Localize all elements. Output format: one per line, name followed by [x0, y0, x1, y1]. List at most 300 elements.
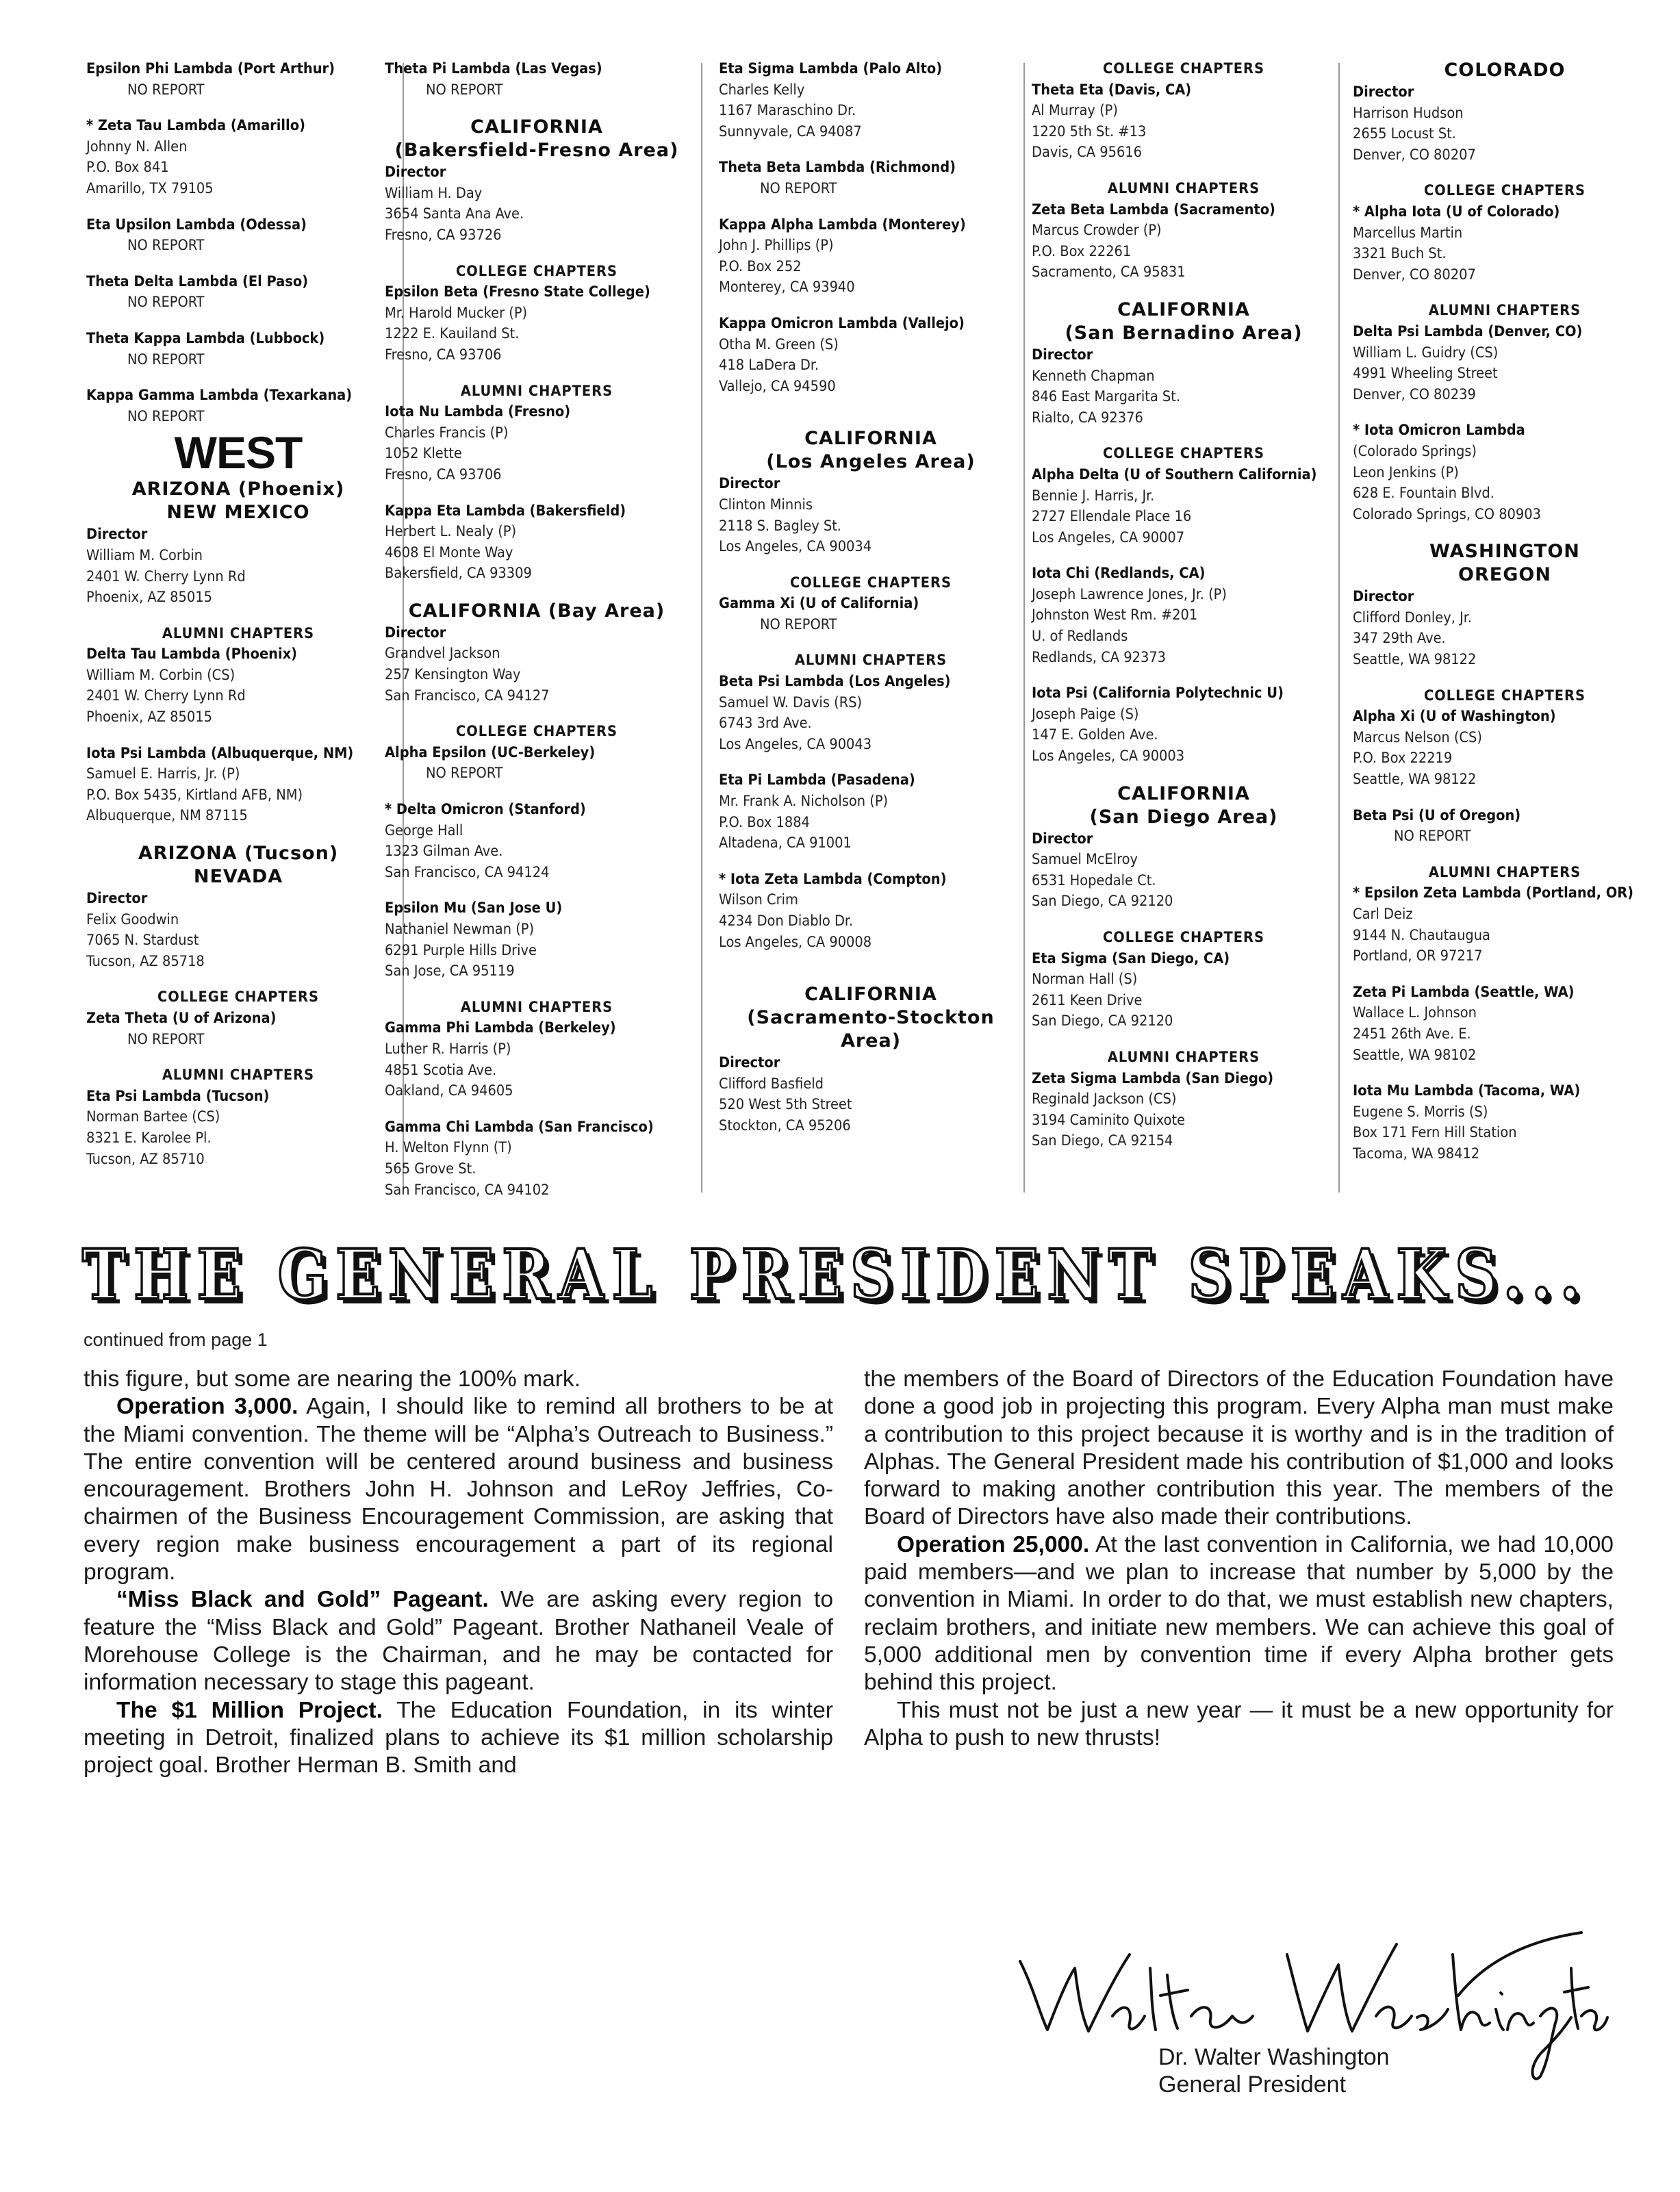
address-line: George Hall: [385, 821, 463, 839]
address-line: Clifford Donley, Jr.: [1353, 609, 1472, 626]
headline-text: THE GENERAL PRESIDENT SPEAKS...: [82, 1234, 1588, 1315]
spacer: [719, 755, 1023, 770]
directory-column-2: [385, 59, 689, 1201]
address-line: Vallejo, CA 94590: [719, 377, 836, 395]
chapter-name: * Epsilon Zeta Lambda (Portland, OR): [1353, 884, 1634, 902]
chapters-subheading: COLLEGE CHAPTERS: [789, 574, 952, 591]
chapter-name: Zeta Pi Lambda (Seattle, WA): [1353, 983, 1575, 1001]
address-line: Tacoma, WA 98412: [1353, 1145, 1480, 1162]
article-left-column: [84, 1366, 833, 1779]
chapters-subheading: COLLEGE CHAPTERS: [1423, 687, 1586, 704]
signature-name: Dr. Walter Washington: [1158, 2044, 1390, 2070]
address-line: 2401 W. Cherry Lynn Rd: [86, 568, 246, 585]
spacer: [719, 635, 1023, 650]
spacer: [385, 101, 689, 116]
column-rule: [1338, 63, 1340, 1193]
address-line: Phoenix, AZ 85015: [86, 589, 212, 607]
chapter-name: Iota Psi (California Polytechnic U): [1032, 685, 1284, 702]
state-heading: CALIFORNIA (Bay Area): [408, 600, 665, 622]
state-heading: CALIFORNIA: [1117, 298, 1250, 320]
address-line: Reginald Jackson (CS): [1032, 1091, 1177, 1108]
address-line: Herbert L. Nealy (P): [385, 523, 517, 541]
chapter-name: Alpha Delta (U of Southern California): [1032, 466, 1317, 483]
spacer: [86, 609, 390, 624]
address-line: 6743 3rd Ave.: [719, 715, 812, 732]
address-line: San Francisco, CA 94127: [385, 687, 550, 704]
signature-title: General President: [1158, 2072, 1347, 2098]
address-line: 2727 Ellendale Place 16: [1032, 508, 1192, 526]
chapter-name: Delta Psi Lambda (Denver, CO): [1353, 322, 1583, 340]
chapters-subheading: ALUMNI CHAPTERS: [1107, 179, 1260, 197]
address-line: H. Welton Flynn (T): [385, 1139, 512, 1157]
state-heading: ARIZONA (Phoenix): [131, 479, 345, 500]
address-line: 418 LaDera Dr.: [719, 357, 819, 374]
spacer: [1032, 1032, 1336, 1047]
chapters-subheading: COLLEGE CHAPTERS: [455, 723, 618, 741]
no-report: NO REPORT: [760, 615, 837, 633]
chapter-name: Director: [86, 890, 148, 908]
state-heading: NEW MEXICO: [166, 502, 310, 524]
spacer: [1032, 429, 1336, 444]
address-line: Fresno, CA 93706: [385, 346, 502, 364]
address-line: 1167 Maraschino Dr.: [719, 102, 856, 120]
address-line: Marcus Crowder (P): [1032, 222, 1162, 240]
spacer: [719, 968, 1023, 983]
paragraph-text: We are asking every region to feature the “Miss Black and Gold” Pageant. Brother Nathaneil Veale of Morehouse College is the Chairman, and he may be contacted for information necessary to stage this pageant.: [84, 1587, 834, 1696]
spacer: [385, 585, 689, 600]
chapter-name: Iota Nu Lambda (Fresno): [385, 403, 571, 421]
address-line: 4851 Scotia Ave.: [385, 1061, 497, 1079]
address-line: William H. Day: [385, 184, 483, 202]
chapter-name: Director: [385, 624, 446, 641]
address-line: Box 171 Fern Hill Station: [1353, 1124, 1517, 1142]
address-line: Stockton, CA 95206: [719, 1117, 851, 1134]
chapters-subheading: COLLEGE CHAPTERS: [1423, 182, 1586, 200]
address-line: 9144 N. Chautaugua: [1353, 926, 1490, 944]
spacer: [1353, 848, 1657, 863]
spacer: [719, 142, 1023, 157]
address-line: 3194 Caminito Quixote: [1032, 1111, 1186, 1129]
chapter-name: Theta Eta (Davis, CA): [1032, 81, 1192, 99]
spacer: [1353, 525, 1657, 540]
chapter-name: Gamma Phi Lambda (Berkeley): [385, 1019, 616, 1037]
address-line: 3321 Buch St.: [1353, 245, 1447, 263]
address-line: William L. Guidry (CS): [1353, 344, 1499, 361]
chapter-name: Alpha Epsilon (UC-Berkeley): [385, 743, 596, 761]
spacer: [86, 827, 390, 842]
paragraph-text: Again, I should like to remind all brothers to be at the Miami convention. The theme will be “Alpha’s Outreach to Business.” The entire convention will be centered around business and business encouragement. Brothers John H. Johnson and LeRoy Jeffries, Co-chairmen of the Business Encouragement Commission, are asking that every region make business encouragement a part of its regional program.: [84, 1394, 833, 1585]
article-paragraph: [864, 1697, 1614, 1753]
address-line: 2451 26th Ave. E.: [1353, 1025, 1471, 1043]
address-line: 1220 5th St. #13: [1032, 123, 1147, 140]
paragraph-lead: Operation 25,000.: [897, 1531, 1090, 1557]
address-line: San Jose, CA 95119: [385, 963, 515, 980]
address-line: Phoenix, AZ 85015: [86, 709, 212, 726]
spacer: [719, 200, 1023, 215]
address-line: Albuquerque, NM 87115: [86, 807, 248, 825]
directory-column-4: [1032, 59, 1336, 1152]
address-line: Harrison Hudson: [1353, 104, 1464, 122]
spacer: [1032, 548, 1336, 563]
chapter-name: Gamma Xi (U of California): [719, 595, 919, 613]
column-rule: [701, 63, 702, 1193]
spacer: [1032, 668, 1336, 683]
chapter-name: * Iota Omicron Lambda: [1353, 422, 1525, 439]
state-heading: (Sacramento-Stockton: [747, 1007, 995, 1029]
address-line: Seattle, WA 98122: [1353, 651, 1477, 669]
spacer: [1353, 967, 1657, 982]
address-line: 2401 W. Cherry Lynn Rd: [86, 687, 246, 705]
address-line: 347 29th Ave.: [1353, 630, 1446, 648]
chapter-name: Iota Mu Lambda (Tacoma, WA): [1353, 1082, 1581, 1100]
spacer: [385, 785, 689, 800]
address-line: 8321 E. Karolee Pl.: [86, 1129, 212, 1147]
paragraph-text: This must not be just a new year — it must be a new opportunity for Alpha to push to new thrusts!: [864, 1697, 1614, 1750]
address-line: 1052 Klette: [385, 445, 462, 463]
address-line: 846 East Margarita St.: [1032, 388, 1181, 406]
chapter-name: Director: [1353, 588, 1414, 606]
address-line: Marcus Nelson (CS): [1353, 728, 1482, 746]
no-report: NO REPORT: [426, 81, 503, 99]
address-line: San Diego, CA 92120: [1032, 1012, 1173, 1030]
spacer: [719, 298, 1023, 314]
chapter-name: Theta Delta Lambda (El Paso): [86, 272, 309, 290]
chapter-name: Director: [86, 526, 148, 544]
spacer: [1032, 913, 1336, 928]
chapters-subheading: COLLEGE CHAPTERS: [1102, 929, 1265, 946]
address-line: Al Murray (P): [1032, 102, 1118, 120]
chapter-name: * Iota Zeta Lambda (Compton): [719, 870, 947, 888]
address-line: P.O. Box 22219: [1353, 750, 1453, 767]
address-line: Charles Kelly: [719, 81, 805, 99]
address-line: Johnny N. Allen: [86, 138, 188, 155]
address-line: Wallace L. Johnson: [1353, 1004, 1477, 1022]
spacer: [385, 1102, 689, 1117]
address-line: Tucson, AZ 85710: [86, 1150, 205, 1168]
address-line: Los Angeles, CA 90008: [719, 933, 872, 951]
spacer: [86, 1050, 390, 1065]
chapter-name: Theta Pi Lambda (Las Vegas): [385, 60, 602, 77]
no-report: NO REPORT: [127, 407, 205, 425]
chapters-subheading: ALUMNI CHAPTERS: [794, 652, 947, 670]
spacer: [86, 101, 390, 116]
address-line: 565 Grove St.: [385, 1160, 476, 1177]
address-line: Denver, CO 80207: [1353, 266, 1476, 283]
address-line: 520 West 5th Street: [719, 1096, 852, 1114]
address-line: Fresno, CA 93706: [385, 466, 502, 483]
chapter-name: Director: [1032, 830, 1093, 848]
region-heading: WEST: [174, 427, 303, 479]
state-heading: WASHINGTON: [1429, 541, 1580, 563]
column-rule: [1023, 63, 1025, 1193]
address-line: Colorado Springs, CO 80903: [1353, 505, 1541, 523]
spacer: [1353, 285, 1657, 301]
paragraph-text: At the last convention in California, we had 10,000 paid members—and we plan to increase that number by 5,000 by the convention in Miami. In order to do that, we must establish new chapters, reclaim brothers, and initiate new members. We can achieve this goal of 5,000 additional men by convention time if every Alpha brother gets behind this project.: [864, 1531, 1614, 1696]
chapters-subheading: ALUMNI CHAPTERS: [1428, 863, 1581, 881]
address-line: Fresno, CA 93726: [385, 226, 502, 244]
chapter-name: Zeta Theta (U of Arizona): [86, 1010, 277, 1027]
spacer: [385, 883, 689, 898]
chapters-subheading: COLLEGE CHAPTERS: [455, 262, 618, 280]
address-line: 147 E. Golden Ave.: [1032, 726, 1158, 744]
spacer: [86, 257, 390, 272]
address-line: Monterey, CA 93940: [719, 279, 855, 296]
chapter-name: Kappa Omicron Lambda (Vallejo): [719, 314, 965, 332]
spacer: [1353, 1066, 1657, 1081]
article-paragraph: [84, 1366, 833, 1393]
address-line: Clinton Minnis: [719, 496, 813, 513]
spacer: [1032, 767, 1336, 782]
chapter-name: Director: [719, 1054, 780, 1072]
chapter-name: Gamma Chi Lambda (San Francisco): [385, 1118, 654, 1136]
address-line: Clifford Basfield: [719, 1075, 824, 1093]
spacer: [719, 412, 1023, 427]
address-line: Los Angeles, CA 90007: [1032, 528, 1185, 546]
address-line: Norman Bartee (CS): [86, 1108, 220, 1126]
address-line: 7065 N. Stardust: [86, 932, 199, 950]
chapter-name: Delta Tau Lambda (Phoenix): [86, 646, 298, 663]
address-line: Mr. Harold Mucker (P): [385, 304, 528, 322]
address-line: Sunnyvale, CA 94087: [719, 123, 862, 140]
paragraph-lead: The $1 Million Project.: [116, 1697, 383, 1723]
chapter-name: Director: [385, 164, 446, 181]
chapter-name: Kappa Eta Lambda (Bakersfield): [385, 502, 626, 520]
address-line: 4608 El Monte Way: [385, 544, 513, 561]
chapter-name: Director: [1353, 84, 1414, 101]
chapter-name: Beta Psi (U of Oregon): [1353, 806, 1521, 824]
address-line: Altadena, CA 91001: [719, 834, 852, 852]
address-line: Norman Hall (S): [1032, 971, 1138, 989]
address-line: Leon Jenkins (P): [1353, 463, 1459, 481]
chapter-name: Iota Chi (Redlands, CA): [1032, 565, 1206, 583]
address-line: Samuel W. Davis (RS): [719, 693, 863, 711]
address-line: Sacramento, CA 95831: [1032, 264, 1186, 281]
address-line: Mr. Frank A. Nicholson (P): [719, 793, 889, 811]
address-line: Samuel E. Harris, Jr. (P): [86, 765, 240, 783]
address-line: Johnston West Rm. #201: [1032, 607, 1198, 624]
state-heading: CALIFORNIA: [1117, 782, 1250, 804]
continued-note: continued from page 1: [84, 1329, 268, 1350]
spacer: [719, 854, 1023, 869]
address-line: P.O. Box 1884: [719, 813, 810, 831]
address-line: P.O. Box 841: [86, 159, 169, 177]
chapters-subheading: ALUMNI CHAPTERS: [162, 1067, 315, 1084]
address-line: Seattle, WA 98102: [1353, 1046, 1477, 1064]
address-line: 2611 Keen Drive: [1032, 991, 1143, 1009]
article-paragraph: [84, 1393, 833, 1586]
address-line: Denver, CO 80207: [1353, 146, 1476, 164]
state-heading: CALIFORNIA: [804, 984, 937, 1006]
address-line: Joseph Lawrence Jones, Jr. (P): [1032, 585, 1227, 603]
address-line: 628 E. Fountain Blvd.: [1353, 485, 1494, 502]
no-report: NO REPORT: [1394, 828, 1471, 845]
chapter-name: Theta Beta Lambda (Richmond): [719, 159, 956, 177]
address-line: Los Angeles, CA 90003: [1032, 748, 1185, 765]
chapter-name: Iota Psi Lambda (Albuquerque, NM): [86, 744, 354, 762]
address-line: 2118 S. Bagley St.: [719, 517, 841, 535]
address-line: U. of Redlands: [1032, 628, 1128, 646]
address-line: Seattle, WA 98122: [1353, 771, 1477, 789]
address-line: 257 Kensington Way: [385, 666, 521, 684]
chapter-name: * Delta Omicron (Stanford): [385, 801, 586, 819]
chapter-name: Eta Upsilon Lambda (Odessa): [86, 216, 307, 233]
address-line: (Colorado Springs): [1353, 442, 1477, 460]
address-line: Carl Deiz: [1353, 906, 1413, 923]
paragraph-text: the members of the Board of Directors of the Education Foundation have done a good job in projecting this program. Every Alpha man must make a contribution to this project because it is worthy and is in the tradition of Alphas. The General President made his contribution of $1,000 and looks forward to making another contribution this year. The members of the Board of Directors have also made their contributions.: [864, 1366, 1614, 1530]
chapters-subheading: COLLEGE CHAPTERS: [1102, 60, 1265, 77]
address-line: Wilson Crim: [719, 891, 798, 909]
state-heading: NEVADA: [193, 866, 283, 888]
address-line: John J. Phillips (P): [719, 237, 834, 255]
address-line: Grandvel Jackson: [385, 645, 500, 663]
state-heading: ARIZONA (Tucson): [138, 843, 339, 865]
state-heading: (San Diego Area): [1089, 806, 1278, 828]
state-heading: CALIFORNIA: [470, 116, 603, 138]
article-paragraph: [84, 1586, 833, 1696]
spacer: [1353, 791, 1657, 806]
paragraph-text: this figure, but some are nearing the 100% mark.: [84, 1366, 581, 1392]
address-line: Nathaniel Newman (P): [385, 921, 535, 938]
spacer: [719, 397, 1023, 412]
chapters-subheading: ALUMNI CHAPTERS: [1428, 302, 1581, 320]
address-line: Amarillo, TX 79105: [86, 179, 214, 197]
chapter-name: Epsilon Mu (San Jose U): [385, 900, 563, 917]
spacer: [1353, 671, 1657, 686]
no-report: NO REPORT: [127, 81, 205, 99]
state-heading: OREGON: [1458, 564, 1551, 586]
spacer: [86, 200, 390, 215]
headline-shadow: THE GENERAL PRESIDENT SPEAKS...: [87, 1239, 1593, 1320]
chapter-name: * Alpha Iota (U of Colorado): [1353, 203, 1560, 220]
address-line: Luther R. Harris (P): [385, 1040, 511, 1058]
chapter-name: Eta Pi Lambda (Pasadena): [719, 772, 915, 789]
spacer: [385, 246, 689, 262]
chapters-subheading: ALUMNI CHAPTERS: [460, 998, 613, 1016]
chapter-name: Zeta Beta Lambda (Sacramento): [1032, 201, 1275, 218]
address-line: Kenneth Chapman: [1032, 367, 1155, 385]
directory-column-1: [86, 59, 390, 1170]
address-line: Oakland, CA 94605: [385, 1082, 513, 1100]
address-line: Los Angeles, CA 90043: [719, 735, 872, 753]
chapter-name: Eta Sigma Lambda (Palo Alto): [719, 60, 943, 77]
address-line: 4234 Don Diablo Dr.: [719, 913, 854, 930]
address-line: 1222 E. Kauiland St.: [385, 325, 520, 343]
address-line: Tucson, AZ 85718: [86, 952, 205, 970]
address-line: San Francisco, CA 94102: [385, 1181, 550, 1199]
chapter-name: Epsilon Beta (Fresno State College): [385, 283, 650, 301]
spacer: [385, 982, 689, 997]
paragraph-lead: Operation 3,000.: [116, 1394, 298, 1420]
address-line: San Diego, CA 92154: [1032, 1132, 1173, 1150]
address-line: P.O. Box 252: [719, 257, 802, 275]
address-line: Felix Goodwin: [86, 910, 179, 928]
directory-column-3: [719, 59, 1023, 1137]
spacer: [86, 972, 390, 987]
address-line: Denver, CO 80239: [1353, 385, 1476, 403]
chapter-name: Beta Psi Lambda (Los Angeles): [719, 673, 951, 691]
address-line: P.O. Box 22261: [1032, 242, 1132, 260]
no-report: NO REPORT: [127, 1030, 205, 1048]
address-line: Eugene S. Morris (S): [1353, 1103, 1488, 1121]
chapter-name: Epsilon Phi Lambda (Port Arthur): [86, 60, 335, 77]
address-line: 2655 Locust St.: [1353, 125, 1456, 143]
spacer: [719, 558, 1023, 573]
chapter-name: Kappa Alpha Lambda (Monterey): [719, 216, 966, 233]
address-line: P.O. Box 5435, Kirtland AFB, NM): [86, 786, 303, 804]
address-line: Portland, OR 97217: [1353, 947, 1483, 965]
article-right-column: [864, 1366, 1614, 1752]
address-line: Charles Francis (P): [385, 424, 509, 442]
paragraph-text: The Education Foundation, in its winter meeting in Detroit, finalized plans to achieve its $1 million scholarship project goal. Brother Herman B. Smith and: [84, 1697, 833, 1779]
signature-block: [1158, 2043, 1390, 2098]
chapter-name: Alpha Xi (U of Washington): [1353, 708, 1556, 726]
chapter-name: Director: [719, 475, 780, 493]
address-line: Joseph Paige (S): [1032, 705, 1139, 723]
address-line: 4991 Wheeling Street: [1353, 365, 1498, 383]
no-report: NO REPORT: [426, 765, 503, 782]
article-paragraph: [864, 1366, 1614, 1531]
state-heading: COLORADO: [1444, 60, 1566, 81]
address-line: San Francisco, CA 94124: [385, 863, 550, 881]
spacer: [1353, 405, 1657, 420]
address-line: Samuel McElroy: [1032, 851, 1138, 869]
no-report: NO REPORT: [760, 179, 837, 197]
spacer: [86, 728, 390, 743]
chapters-subheading: ALUMNI CHAPTERS: [162, 624, 315, 642]
no-report: NO REPORT: [127, 237, 205, 255]
spacer: [1032, 164, 1336, 179]
chapter-name: Kappa Gamma Lambda (Texarkana): [86, 387, 353, 405]
chapter-name: Director: [1032, 346, 1093, 364]
chapter-name: Zeta Sigma Lambda (San Diego): [1032, 1069, 1274, 1087]
address-line: 6291 Purple Hills Drive: [385, 941, 537, 959]
address-line: 3654 Santa Ana Ave.: [385, 205, 524, 223]
article-paragraph: [84, 1697, 833, 1780]
address-line: William M. Corbin (CS): [86, 666, 236, 684]
chapters-subheading: ALUMNI CHAPTERS: [1107, 1048, 1260, 1066]
directory-column-5: [1353, 59, 1657, 1165]
no-report: NO REPORT: [127, 294, 205, 311]
address-line: William M. Corbin: [86, 546, 203, 564]
state-heading: Area): [840, 1030, 902, 1052]
address-line: San Diego, CA 92120: [1032, 893, 1173, 910]
address-line: Rialto, CA 92376: [1032, 409, 1143, 426]
spacer: [385, 486, 689, 501]
address-line: Bennie J. Harris, Jr.: [1032, 487, 1155, 505]
headline: [78, 1232, 1612, 1328]
chapter-name: Eta Sigma (San Diego, CA): [1032, 950, 1230, 967]
address-line: Bakersfield, CA 93309: [385, 565, 532, 583]
spacer: [86, 314, 390, 329]
spacer: [385, 366, 689, 381]
chapters-subheading: COLLEGE CHAPTERS: [1102, 445, 1265, 463]
spacer: [1032, 283, 1336, 298]
spacer: [86, 370, 390, 385]
state-heading: (Bakersfield-Fresno Area): [394, 140, 679, 162]
article-paragraph: [864, 1531, 1614, 1697]
address-line: Davis, CA 95616: [1032, 144, 1143, 162]
address-line: Redlands, CA 92373: [1032, 648, 1167, 666]
chapter-name: Eta Psi Lambda (Tucson): [86, 1087, 270, 1105]
spacer: [1353, 166, 1657, 181]
no-report: NO REPORT: [127, 351, 205, 368]
state-heading: (Los Angeles Area): [766, 451, 976, 473]
address-line: Otha M. Green (S): [719, 335, 839, 353]
paragraph-lead: “Miss Black and Gold” Pageant.: [116, 1587, 489, 1613]
address-line: 6531 Hopedale Ct.: [1032, 871, 1156, 889]
chapters-subheading: ALUMNI CHAPTERS: [460, 382, 613, 400]
chapters-subheading: COLLEGE CHAPTERS: [157, 989, 320, 1006]
